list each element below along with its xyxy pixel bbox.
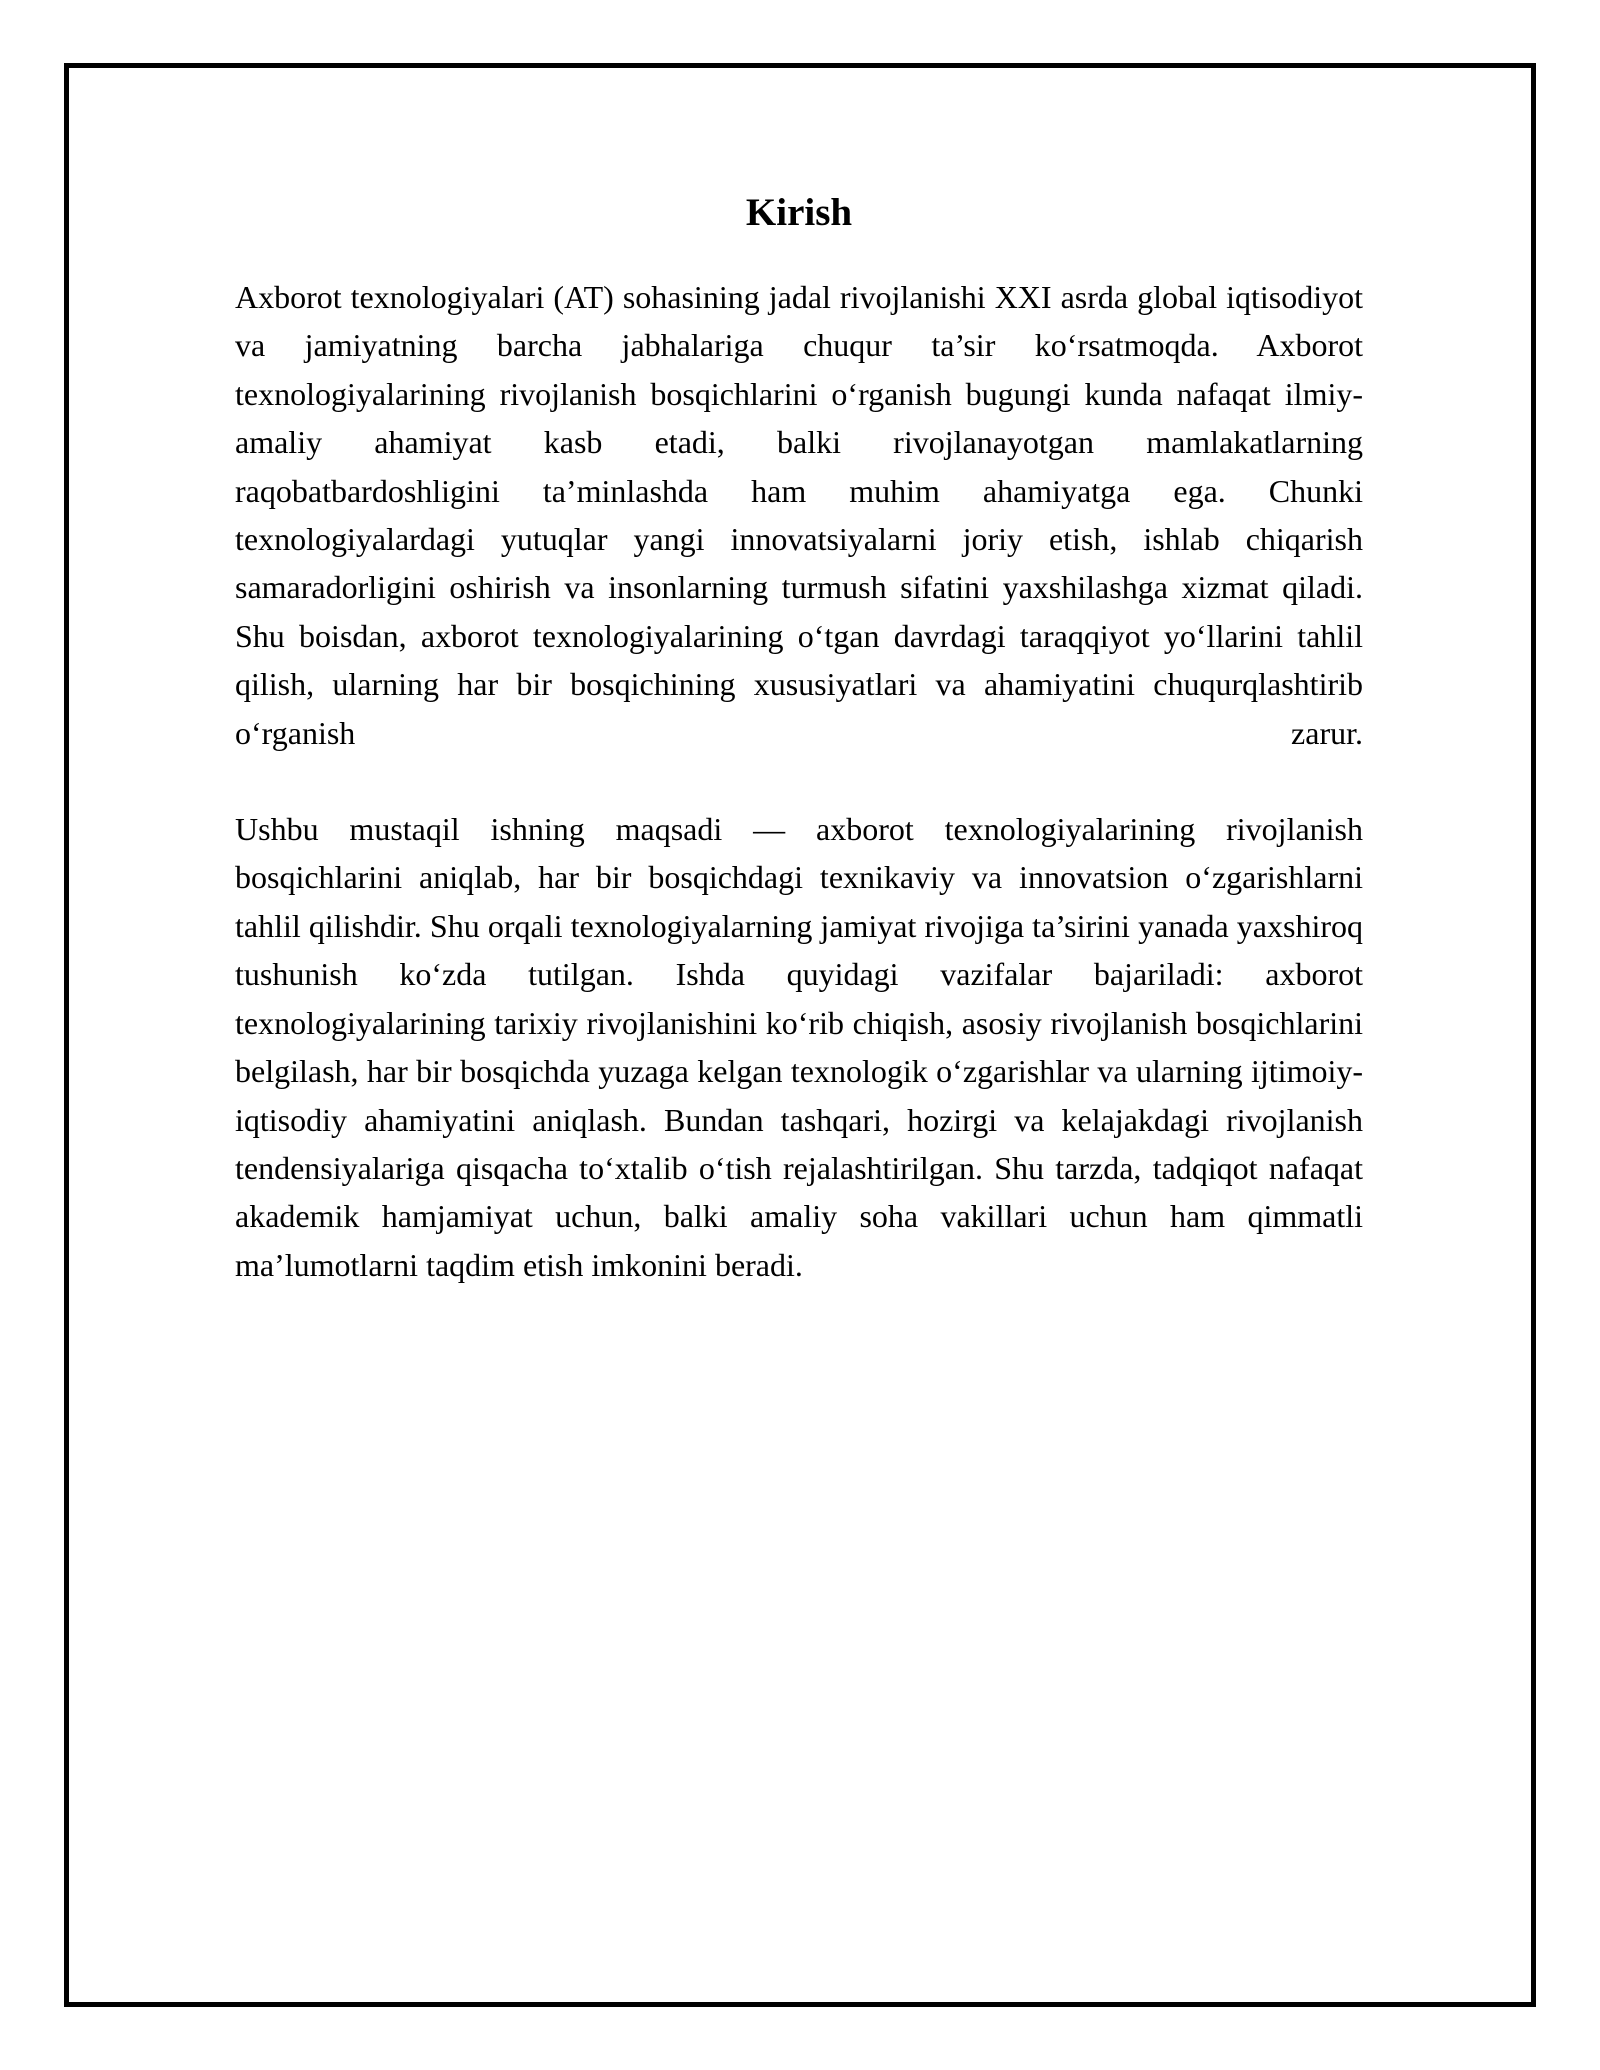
paragraph-spacer	[235, 757, 1363, 805]
paragraph-intro: Axborot texnologiyalari (AT) sohasining jadal rivojlanishi XXI asrda global iqtisodiyot va jamiyatning barcha jabhalariga chuqur ta’sir ko‘rsatmoqda. Axborot texnologiyalarining rivojlanish bosqichlarini o‘rganish bugungi kunda nafaqat ilmiy-amaliy ahamiyat kasb etadi, balki rivojlanayotgan mamlakatlarning raqobatbardoshligini ta’minlashda ham muhim ahamiyatga ega. Chunki texnologiyalardagi yutuqlar yangi innovatsiyalarni joriy etish, ishlab chiqarish samaradorligini oshirish va insonlarning turmush sifatini yaxshilashga xizmat qiladi. Shu boisdan, axborot texnologiyalarining o‘tgan davrdagi taraqqiyot yo‘llarini tahlil qilish, ularning har bir bosqichining xususiyatlari va ahamiyatini chuqurqlashtirib o‘rganish zarur.	[235, 279, 1363, 751]
document-title: Kirish	[745, 191, 853, 234]
paragraph-purpose: Ushbu mustaqil ishning maqsadi — axborot texnologiyalarining rivojlanish bosqichlarini aniqlab, har bir bosqichdagi texnikaviy va innovatsion o‘zgarishlarni tahlil qilishdir. Shu orqali texnologiyalarning jamiyat rivojiga ta’sirini yanada yaxshiroq tushunish ko‘zda tutilgan. Ishda quyidagi vazifalar bajariladi: axborot texnologiyalarining tarixiy rivojlanishini ko‘rib chiqish, asosiy rivojlanish bosqichlarini belgilash, har bir bosqichda yuzaga kelgan texnologik o‘zgarishlar va ularning ijtimoiy-iqtisodiy ahamiyatini aniqlash. Bundan tashqari, hozirgi va kelajakdagi rivojlanish tendensiyalariga qisqacha to‘xtalib o‘tish rejalashtirilgan. Shu tarzda, tadqiqot nafaqat akademik hamjamiyat uchun, balki amaliy soha vakillari uchun ham qimmatli ma’lumotlarni taqdim etish imkonini beradi.	[235, 811, 1363, 1283]
document-body	[235, 185, 1363, 1289]
